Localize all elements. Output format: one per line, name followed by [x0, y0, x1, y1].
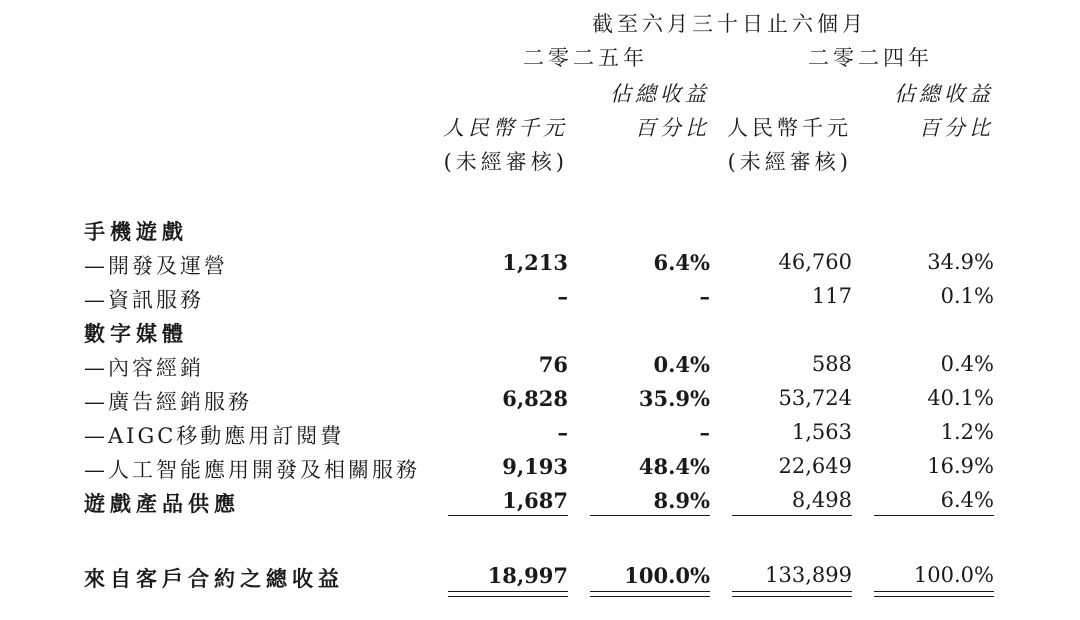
value-2025-rmb: 9,193: [502, 454, 568, 479]
value-2024-rmb: 1,563: [791, 420, 852, 444]
period-header: 截至六月三十日止六個月: [592, 12, 867, 36]
value-2024-pct: 6.4%: [940, 488, 994, 512]
unaudited-2024-header: (未經審核): [727, 150, 852, 174]
line-item-label: —開發及運營: [84, 254, 228, 278]
line-item-label: —資訊服務: [84, 288, 204, 312]
category-label: 遊戲產品供應: [84, 491, 240, 516]
total-double-rule-2025-pct-2: [590, 596, 710, 597]
unaudited-2025-header: (未經審核): [443, 150, 568, 174]
value-2024-pct: 1.2%: [940, 420, 994, 444]
subtotal-rule-2025-rmb: [448, 515, 568, 516]
value-2024-rmb: 22,649: [778, 454, 852, 478]
value-2025-pct: 0.4%: [653, 352, 710, 377]
value-2024-rmb: 8,498: [791, 488, 852, 512]
value-2025-pct: –: [699, 284, 710, 309]
value-2024-rmb: 46,760: [778, 250, 852, 274]
value-2025-pct: 35.9%: [638, 386, 710, 411]
value-2025-rmb: –: [557, 420, 568, 445]
value-2025-rmb: –: [557, 284, 568, 309]
total-double-rule-2024-rmb-1: [732, 591, 852, 592]
line-item-label: —AIGC移動應用訂閱費: [84, 424, 345, 448]
total-2025-pct: 100.0%: [624, 563, 710, 588]
value-2025-rmb: 1,687: [502, 488, 568, 513]
category-label: 手機遊戲: [84, 219, 188, 244]
year-2025-header: 二零二五年: [523, 46, 648, 70]
pct-2024-header-line1: 佔總收益: [894, 82, 994, 106]
total-double-rule-2025-rmb-2: [448, 596, 568, 597]
line-item-label: —廣告經銷服務: [84, 390, 252, 414]
total-double-rule-2025-pct-1: [590, 591, 710, 592]
rmb-2024-header: 人民幣千元: [727, 116, 852, 140]
subtotal-rule-2024-pct: [874, 515, 994, 516]
value-2024-rmb: 117: [811, 284, 852, 308]
total-2024-pct: 100.0%: [913, 563, 994, 587]
total-double-rule-2024-pct-1: [874, 591, 994, 592]
year-2024-header: 二零二四年: [808, 46, 933, 70]
category-label: 數字媒體: [84, 321, 188, 346]
total-2024-rmb: 133,899: [765, 563, 852, 587]
total-double-rule-2024-rmb-2: [732, 596, 852, 597]
value-2025-pct: –: [699, 420, 710, 445]
value-2025-pct: 6.4%: [653, 250, 710, 275]
total-double-rule-2024-pct-2: [874, 596, 994, 597]
line-item-label: —人工智能應用開發及相關服務: [84, 458, 420, 482]
value-2024-pct: 34.9%: [927, 250, 994, 274]
value-2024-rmb: 588: [811, 352, 852, 376]
rmb-2025-header: 人民幣千元: [443, 116, 568, 140]
total-double-rule-2025-rmb-1: [448, 591, 568, 592]
value-2025-pct: 8.9%: [653, 488, 710, 513]
pct-2024-header-line2: 百分比: [919, 116, 994, 140]
value-2025-pct: 48.4%: [638, 454, 710, 479]
total-label: 來自客戶合約之總收益: [84, 566, 344, 591]
value-2024-pct: 0.4%: [940, 352, 994, 376]
value-2024-rmb: 53,724: [778, 386, 852, 410]
subtotal-rule-2025-pct: [590, 515, 710, 516]
total-2025-rmb: 18,997: [487, 563, 568, 588]
value-2025-rmb: 1,213: [502, 250, 568, 275]
line-item-label: —內容經銷: [84, 356, 204, 380]
value-2025-rmb: 6,828: [502, 386, 568, 411]
subtotal-rule-2024-rmb: [732, 515, 852, 516]
pct-2025-header-line2: 百分比: [635, 116, 710, 140]
value-2024-pct: 40.1%: [927, 386, 994, 410]
pct-2025-header-line1: 佔總收益: [610, 82, 710, 106]
value-2025-rmb: 76: [538, 352, 568, 377]
value-2024-pct: 16.9%: [927, 454, 994, 478]
value-2024-pct: 0.1%: [940, 284, 994, 308]
